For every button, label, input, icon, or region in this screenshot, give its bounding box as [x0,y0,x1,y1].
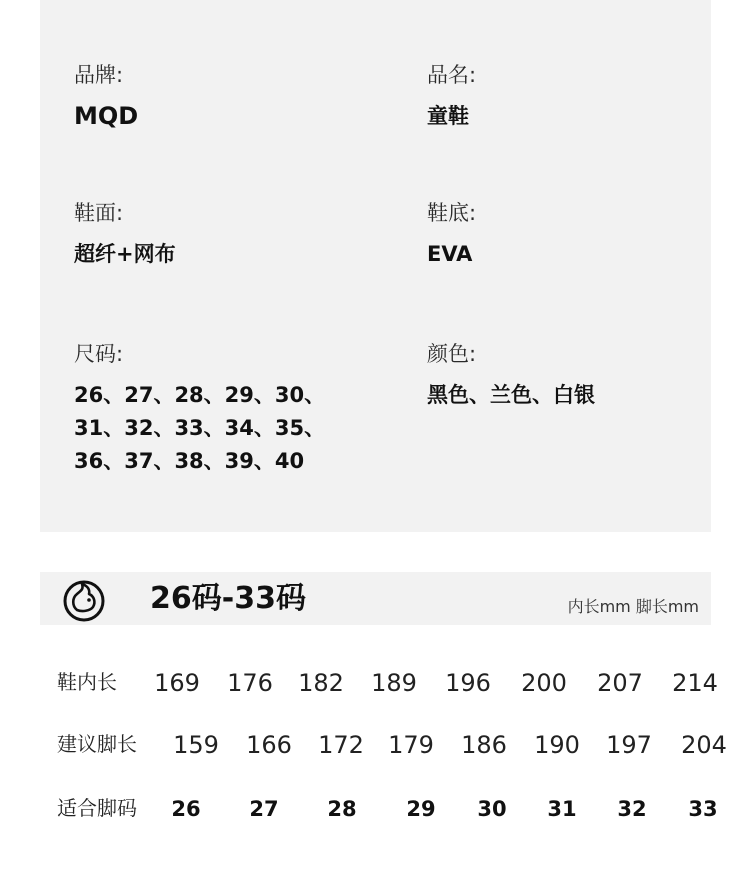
table-cell: 190 [534,731,580,759]
table-cell: 27 [249,797,279,821]
size-range-title: 26码-33码 [150,581,306,616]
unit-note: 内长mm 脚长mm [567,597,699,616]
sole-material-value: EVA [427,242,473,266]
inner-length-label: 鞋内长 [57,670,117,694]
table-cell: 182 [298,669,344,697]
name-value: 童鞋 [427,104,469,128]
table-cell: 32 [617,797,647,821]
name-label: 品名: [427,63,477,87]
upper-material-value: 超纤+网布 [74,242,176,266]
brand-value: MQD [74,102,139,130]
suggested-foot-length-label: 建议脚长 [57,732,137,756]
table-cell: 196 [445,669,491,697]
size-chart-header [40,572,711,625]
product-spec-panel [40,0,711,532]
table-cell: 172 [318,731,364,759]
fit-size-label: 适合脚码 [57,796,137,820]
size-label: 尺码: [74,342,124,366]
table-cell: 186 [461,731,507,759]
table-cell: 28 [327,797,357,821]
size-value-line: 36、37、38、39、40 [74,449,305,473]
table-cell: 31 [547,797,577,821]
brand-label: 品牌: [74,63,124,87]
color-value: 黑色、兰色、白银 [427,383,595,407]
table-cell: 200 [521,669,567,697]
size-value-line: 26、27、28、29、30、 [74,383,326,407]
table-cell: 197 [606,731,652,759]
table-cell: 207 [597,669,643,697]
table-cell: 189 [371,669,417,697]
table-cell: 179 [388,731,434,759]
table-cell: 29 [406,797,436,821]
table-cell: 204 [681,731,727,759]
table-cell: 33 [688,797,718,821]
size-value-line: 31、32、33、34、35、 [74,416,326,440]
foot-circle-icon [60,572,108,625]
table-cell: 176 [227,669,273,697]
table-cell: 26 [171,797,201,821]
upper-material-label: 鞋面: [74,201,124,225]
sole-material-label: 鞋底: [427,201,477,225]
table-cell: 159 [173,731,219,759]
table-cell: 214 [672,669,718,697]
table-cell: 166 [246,731,292,759]
table-cell: 169 [154,669,200,697]
color-label: 颜色: [427,342,477,366]
table-cell: 30 [477,797,507,821]
